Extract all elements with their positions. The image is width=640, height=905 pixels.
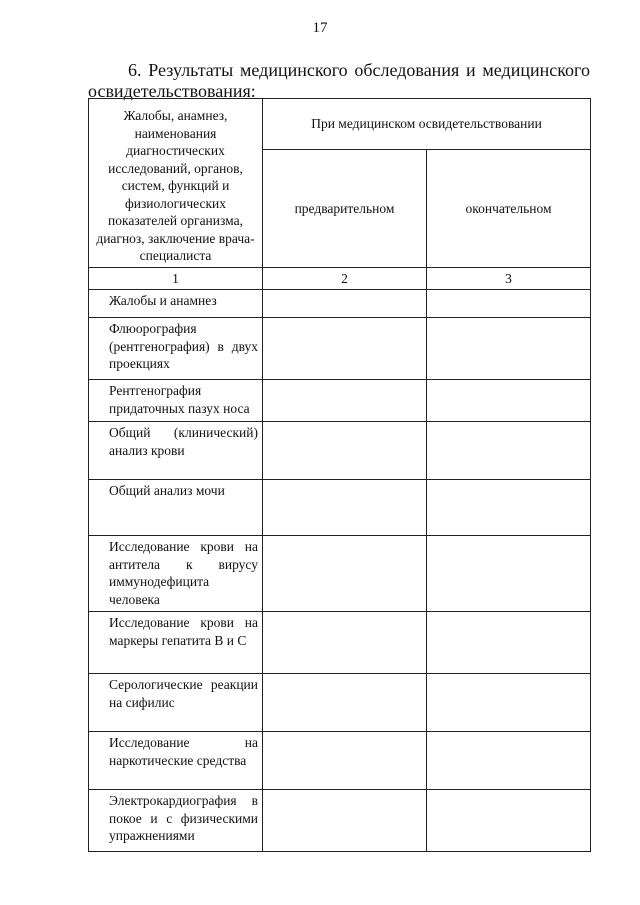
cell-preliminary[interactable]	[263, 290, 427, 318]
cell-preliminary[interactable]	[263, 612, 427, 674]
table-row	[89, 790, 591, 852]
cell-preliminary[interactable]	[263, 790, 427, 852]
header-criteria: Жалобы, анамнез, наименования диагностических исследований, органов, систем, функций и физиологических показателей организма, диагноз, заключение врача-специалиста	[89, 99, 263, 268]
row-name: Исследование на наркотические средства	[89, 732, 263, 790]
cell-preliminary[interactable]	[263, 732, 427, 790]
table-header-row	[89, 99, 591, 150]
table-row	[89, 536, 591, 612]
cell-final[interactable]	[427, 612, 591, 674]
table-row	[89, 290, 591, 318]
cell-preliminary[interactable]	[263, 318, 427, 380]
row-name: Жалобы и анамнез	[89, 290, 263, 318]
section-title-line1: 6. Результаты медицинского обследования и медицинского	[128, 60, 590, 80]
row-name: Флюорография (рентгенография) в двух проекциях	[89, 318, 263, 380]
section-title	[88, 60, 590, 102]
column-number: 3	[427, 267, 591, 290]
cell-final[interactable]	[427, 536, 591, 612]
table-row	[89, 612, 591, 674]
results-table	[88, 98, 591, 852]
cell-final[interactable]	[427, 790, 591, 852]
header-examination-group: При медицинском освидетельствовании	[263, 99, 591, 150]
row-name: Серологические реакции на сифилис	[89, 674, 263, 732]
header-preliminary: предварительном	[263, 150, 427, 268]
row-name: Общий анализ мочи	[89, 480, 263, 536]
cell-preliminary[interactable]	[263, 674, 427, 732]
row-name: Исследование крови на маркеры гепатита В и С	[89, 612, 263, 674]
cell-preliminary[interactable]	[263, 480, 427, 536]
table-row	[89, 318, 591, 380]
table-row	[89, 480, 591, 536]
header-final: окончательном	[427, 150, 591, 268]
cell-final[interactable]	[427, 318, 591, 380]
cell-preliminary[interactable]	[263, 536, 427, 612]
column-number: 1	[89, 267, 263, 290]
cell-final[interactable]	[427, 674, 591, 732]
row-name: Электрокардиография в покое и с физическими упражнениями	[89, 790, 263, 852]
row-name: Рентгенография придаточных пазух носа	[89, 380, 263, 422]
section-title-line2: освидетельствования:	[88, 81, 256, 101]
row-name: Исследование крови на антитела к вирусу иммунодефицита человека	[89, 536, 263, 612]
column-number-row	[89, 267, 591, 290]
cell-preliminary[interactable]	[263, 422, 427, 480]
page-number: 17	[312, 20, 328, 36]
cell-final[interactable]	[427, 380, 591, 422]
cell-final[interactable]	[427, 480, 591, 536]
column-number: 2	[263, 267, 427, 290]
row-name: Общий (клинический) анализ крови	[89, 422, 263, 480]
table-row	[89, 422, 591, 480]
cell-preliminary[interactable]	[263, 380, 427, 422]
cell-final[interactable]	[427, 422, 591, 480]
table-row	[89, 380, 591, 422]
cell-final[interactable]	[427, 732, 591, 790]
table-row	[89, 674, 591, 732]
table-row	[89, 732, 591, 790]
cell-final[interactable]	[427, 290, 591, 318]
